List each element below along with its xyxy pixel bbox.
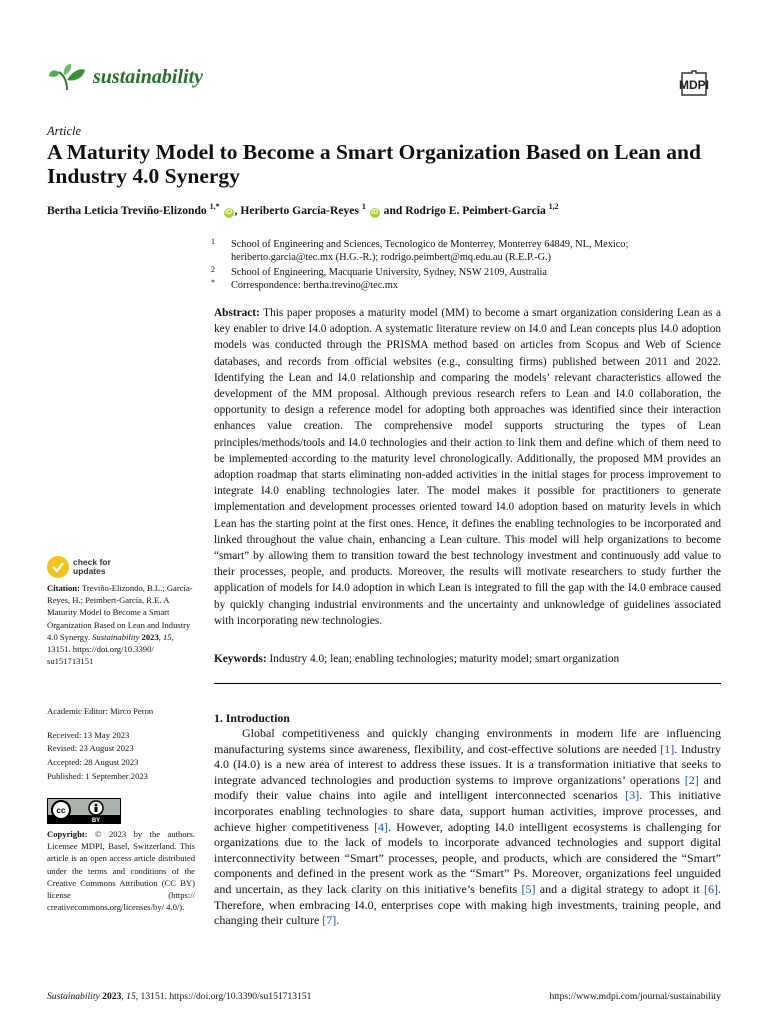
abstract-text: This paper proposes a maturity model (MM) to become a smart organization considering Lean as a key enabler to drive I4.0 adoption. A systematic literature review on I4.0 and Lean concepts plus I4.0 adoption models was conducted through the PRISMA method based on articles from Scopus and Web of Science databases, and records from official websites (e.g., consulting firms) published between 2011 and 2022. Identifying the Lean and I4.0 relationship and comparing the models’ relevant characteristics allowed the development of the MM proposal. Although previous research refers to Lean and I4.0 collaboration, the opportunity to design a reference model for adopting both approaches was identified since their interaction enhances value creation. The comprehensive model supports structuring the types of Lean principles/methods/tools and I4.0 technologies and their action to link them and define which of them need to be implemented according to the maturity level chronologically. Additionally, the proposed MM provides an adoption roadmap that starts eliminating non-added activities in the initial stages for process improvement to integrate I4.0 enabling technologies later. The model makes it possible for practitioners to generate implementation and development processes oriented toward I4.0 adoption based on maturity levels in which Lean has the starting point at the first ones. Hence, it defines the enabling technologies to be incorporated and linked throughout the value chain, enhancing a Lean culture. This model will help organizations to become “smart” by allowing them to transition toward the best technology investment and continuously add value to their processes, people, and products. Moreover, the results will motivate researchers to study further the application of models for I4.0 adoption in which Lean is integrated to fill the gap with the I4.0 embrace caused by quickly changing industrial environments and the uncertainty and unknowledge of guidelines associated with incorporating new technologies.: [214, 307, 722, 627]
introduction-text: Global competitiveness and quickly changing environments in modern life are influencing manufacturing systems since awareness, flexibility, and cost-effective solutions are needed [1]. Industry 4.0 (I4.0) is a new area of interest to address these issues. It is a transformation initiative that seeks to integrate advanced technologies and production systems to improve organizations’ operations [2] and modify their value chains into agile and intelligent interconnected scenarios [3]. This initiative incorporates enabling technologies to share data, support human activities, improve processes, and achieve higher competitiveness [4]. However, adopting I4.0 intelligent ecosystems is challenging for organizations due to the lack of models to incorporate advanced technologies and support digital interconnectivity between “Smart” processes, people, and products, which are considered the “Smart” components and defined in the present work as the “Smart” Ps. Moreover, organizations feel unguided and uncertain, as they lack clarity on this initiative’s benefits [5] and a digital strategy to adopt it [6]. Therefore, when embracing I4.0, enterprises cope with making high investments, training people, and changing their culture [7].: [214, 726, 722, 928]
citation-link[interactable]: [6]: [704, 881, 719, 896]
divider: [214, 683, 721, 684]
citation-link[interactable]: [3]: [625, 788, 640, 803]
keywords-text: Industry 4.0; lean; enabling technologies; maturity model; smart organization: [269, 653, 620, 665]
section-heading: 1. Introduction: [214, 711, 290, 725]
orcid-icon[interactable]: iD: [225, 208, 233, 216]
check-updates-icon: [47, 556, 69, 578]
affiliation-1: 1 School of Engineering and Sciences, Tecnologico de Monterrey, Monterrey 64849, NL, Mexico; heriberto.garcia@tec.mx (H.G.-R.); rodrigo.peimbert@mq.edu.au (R.E.P.-G.): [211, 237, 629, 263]
leaf-icon: [47, 62, 87, 92]
check-for-updates-button[interactable]: check for updates: [47, 556, 111, 578]
article-title: A Maturity Model to Become a Smart Organization Based on Lean and Industry 4.0 Synergy: [47, 140, 701, 188]
article-type: Article: [47, 124, 82, 138]
svg-text:cc: cc: [56, 806, 66, 815]
author-name[interactable]: Rodrigo E. Peimbert-García: [405, 203, 546, 217]
journal-logo[interactable]: [47, 62, 203, 92]
cc-by-license-icon[interactable]: [47, 798, 121, 824]
citation-link[interactable]: [7]: [322, 913, 337, 928]
received-date: Received: 13 May 2023: [47, 730, 130, 740]
journal-name: sustainability: [93, 65, 204, 88]
journal-url-link[interactable]: https://www.mdpi.com/journal/sustainability: [549, 991, 721, 1002]
keywords-label: Keywords:: [214, 653, 267, 665]
citation-link[interactable]: [1]: [660, 741, 675, 756]
author-name[interactable]: Bertha Leticia Treviño-Elizondo: [47, 203, 207, 217]
svg-text:BY: BY: [91, 818, 101, 824]
mdpi-logo[interactable]: [668, 70, 720, 98]
citation-link[interactable]: [5]: [521, 881, 536, 896]
author-name[interactable]: Heriberto García-Reyes: [240, 203, 359, 217]
orcid-icon[interactable]: iD: [371, 208, 379, 216]
citation-block: Citation: Treviño-Elizondo, B.L.; García-Reyes, H.; Peimbert-García, R.E. A Maturity Model to Become a Smart Organization Based on Lean and Industry 4.0 Synergy. Sustainability 2023, 15, 13151. https://doi.org/10.3390/ su151713151: [47, 583, 193, 667]
correspondence: * Correspondence: bertha.trevino@tec.mx: [211, 278, 399, 291]
keywords: [214, 651, 721, 667]
author-list: Bertha Leticia Treviño-Elizondo $^{1,*}$ iD , Heriberto García-Reyes $^1$ iD and Rodrigo E. Peimbert-García $^{1,2}$: [47, 202, 559, 217]
abstract-label: Abstract:: [214, 307, 260, 319]
svg-text:MDPI: MDPI: [679, 78, 709, 92]
copyright-notice: Copyright: © 2023 by the authors. Licensee MDPI, Basel, Switzerland. This article is an open access article distributed under the terms and conditions of the Creative Commons Attribution (CC BY) license (https:// creativecommons.org/licenses/by/ 4.0/).: [47, 829, 195, 913]
published-date: Published: 1 September 2023: [47, 771, 148, 781]
author-affil-mark: 1: [361, 202, 366, 211]
accepted-date: Accepted: 28 August 2023: [47, 757, 139, 767]
affiliation-2: 2 School of Engineering, Macquarie University, Sydney, NSW 2109, Australia: [211, 265, 547, 278]
author-affil-mark: 1,*: [209, 202, 220, 211]
revised-date: Revised: 23 August 2023: [47, 743, 134, 753]
footer-citation: Sustainability 2023, 15, 13151. https://doi.org/10.3390/su151713151: [47, 991, 312, 1002]
citation-link[interactable]: [2]: [684, 772, 699, 787]
author-affil-mark: 1,2: [548, 202, 559, 211]
academic-editor: Academic Editor: Mirco Peron: [47, 706, 154, 716]
citation-link[interactable]: [4]: [374, 819, 389, 834]
abstract: [214, 305, 721, 629]
